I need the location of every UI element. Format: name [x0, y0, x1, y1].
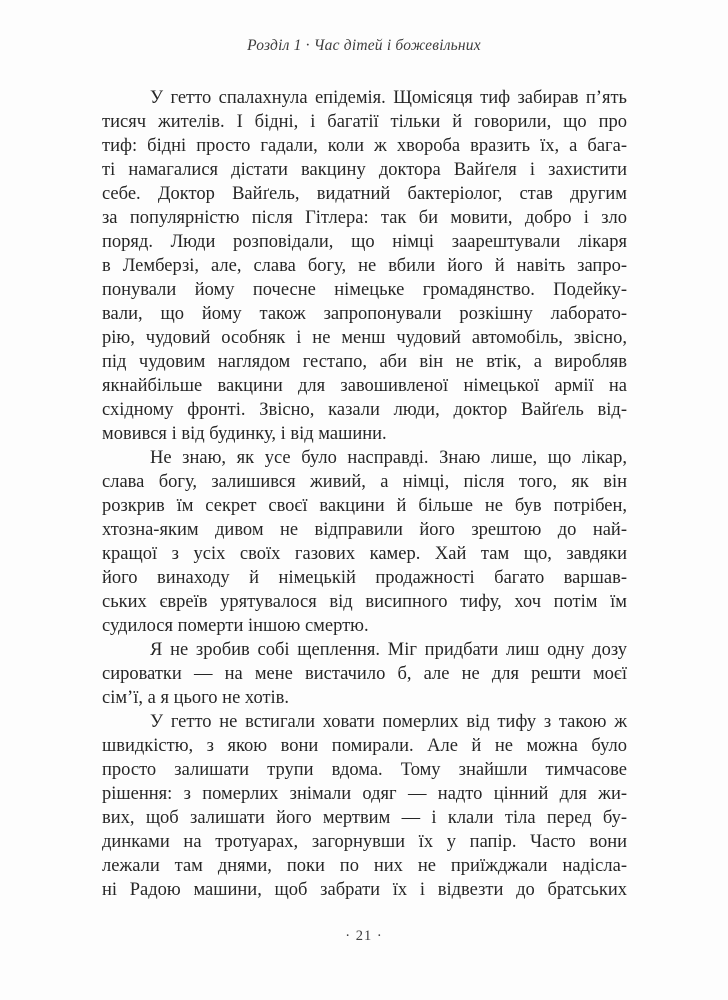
text-line: просто залишати трупи вдома. Тому знайшли тимчасове [102, 760, 627, 780]
text-line: вих, щоб залишати його мертвим — і клали тіла перед бу- [102, 808, 627, 828]
text-line: слава богу, залишився живий, а німці, після того, як він [102, 472, 627, 492]
text-line: Я не зробив собі щеплення. Міг придбати лиш одну дозу [150, 640, 627, 660]
page-body [102, 86, 627, 902]
text-line: ті намагалися дістати вакцину доктора Вайґеля і захистити [102, 160, 627, 180]
paragraph [102, 638, 627, 710]
text-line: кращої з усіх своїх газових камер. Хай там що, завдяки [102, 544, 627, 564]
text-line: сироватки — на мене вистачило б, але не для решти моєї [102, 664, 627, 684]
text-line: під чудовим наглядом гестапо, аби він не втік, а виробляв [102, 352, 627, 372]
paragraph [102, 446, 627, 638]
text-line: швидкістю, з якою вони помирали. Але й не можна було [102, 736, 627, 756]
paragraph [102, 710, 627, 902]
text-line: сім’ї, а я цього не хотів. [102, 688, 290, 708]
text-line: ні Радою машини, щоб забрати їх і відвезти до братських [102, 880, 627, 900]
text-line: розкрив їм секрет своєї вакцини й більше не був потрібен, [102, 496, 627, 516]
text-line: мовився і від будинку, і від машини. [102, 424, 387, 444]
text-line: за популярністю після Гітлера: так би мовити, добро і зло [102, 208, 627, 228]
text-line: поряд. Люди розповідали, що німці заарештували лікаря [102, 232, 627, 252]
text-line: понували йому почесне німецьке громадянство. Подейку- [102, 280, 627, 300]
text-line: рію, чудовий особняк і не менш чудовий автомобіль, звісно, [102, 328, 627, 348]
text-line: лежали там днями, поки по них не приїжджали надісла- [102, 856, 627, 876]
text-line: У гетто спалахнула епідемія. Щомісяця тиф забирав п’ять [150, 88, 627, 108]
paragraph [102, 86, 627, 446]
text-line: У гетто не встигали ховати померлих від тифу з такою ж [150, 712, 627, 732]
text-line: східному фронті. Звісно, казали люди, доктор Вайґель від- [102, 400, 627, 420]
text-line: динками на тротуарах, загорнувши їх у папір. Часто вони [102, 832, 627, 852]
text-line: ських євреїв урятувалося від висипного тифу, хоч потім їм [102, 592, 627, 612]
text-line: тисяч жителів. І бідні, і багатії тільки й говорили, що про [102, 112, 627, 132]
running-header: Розділ 1 · Час дітей і божевільних [247, 37, 481, 54]
text-line: його винаходу й німецькій продажності багато варшав- [102, 568, 627, 588]
text-line: в Лемберзі, але, слава богу, не вбили його й навіть запро- [102, 256, 627, 276]
page-number: · 21 · [345, 928, 383, 944]
text-line: тиф: бідні просто гадали, коли ж хвороба вразить їх, а бага- [102, 136, 627, 156]
text-line: якнайбільше вакцини для завошивленої німецької армії на [102, 376, 627, 396]
text-line: себе. Доктор Вайґель, видатний бактеріолог, став другим [102, 184, 627, 204]
text-line: хтозна-яким дивом не відправили його зрештою до най- [102, 520, 627, 540]
text-line: Не знаю, як усе було насправді. Знаю лише, що лікар, [150, 448, 627, 468]
text-line: вали, що йому також запропонували розкішну лаборато- [102, 304, 627, 324]
text-line: рішення: з померлих знімали одяг — надто цінний для жи- [102, 784, 627, 804]
text-line: судилося померти іншою смертю. [102, 616, 369, 636]
